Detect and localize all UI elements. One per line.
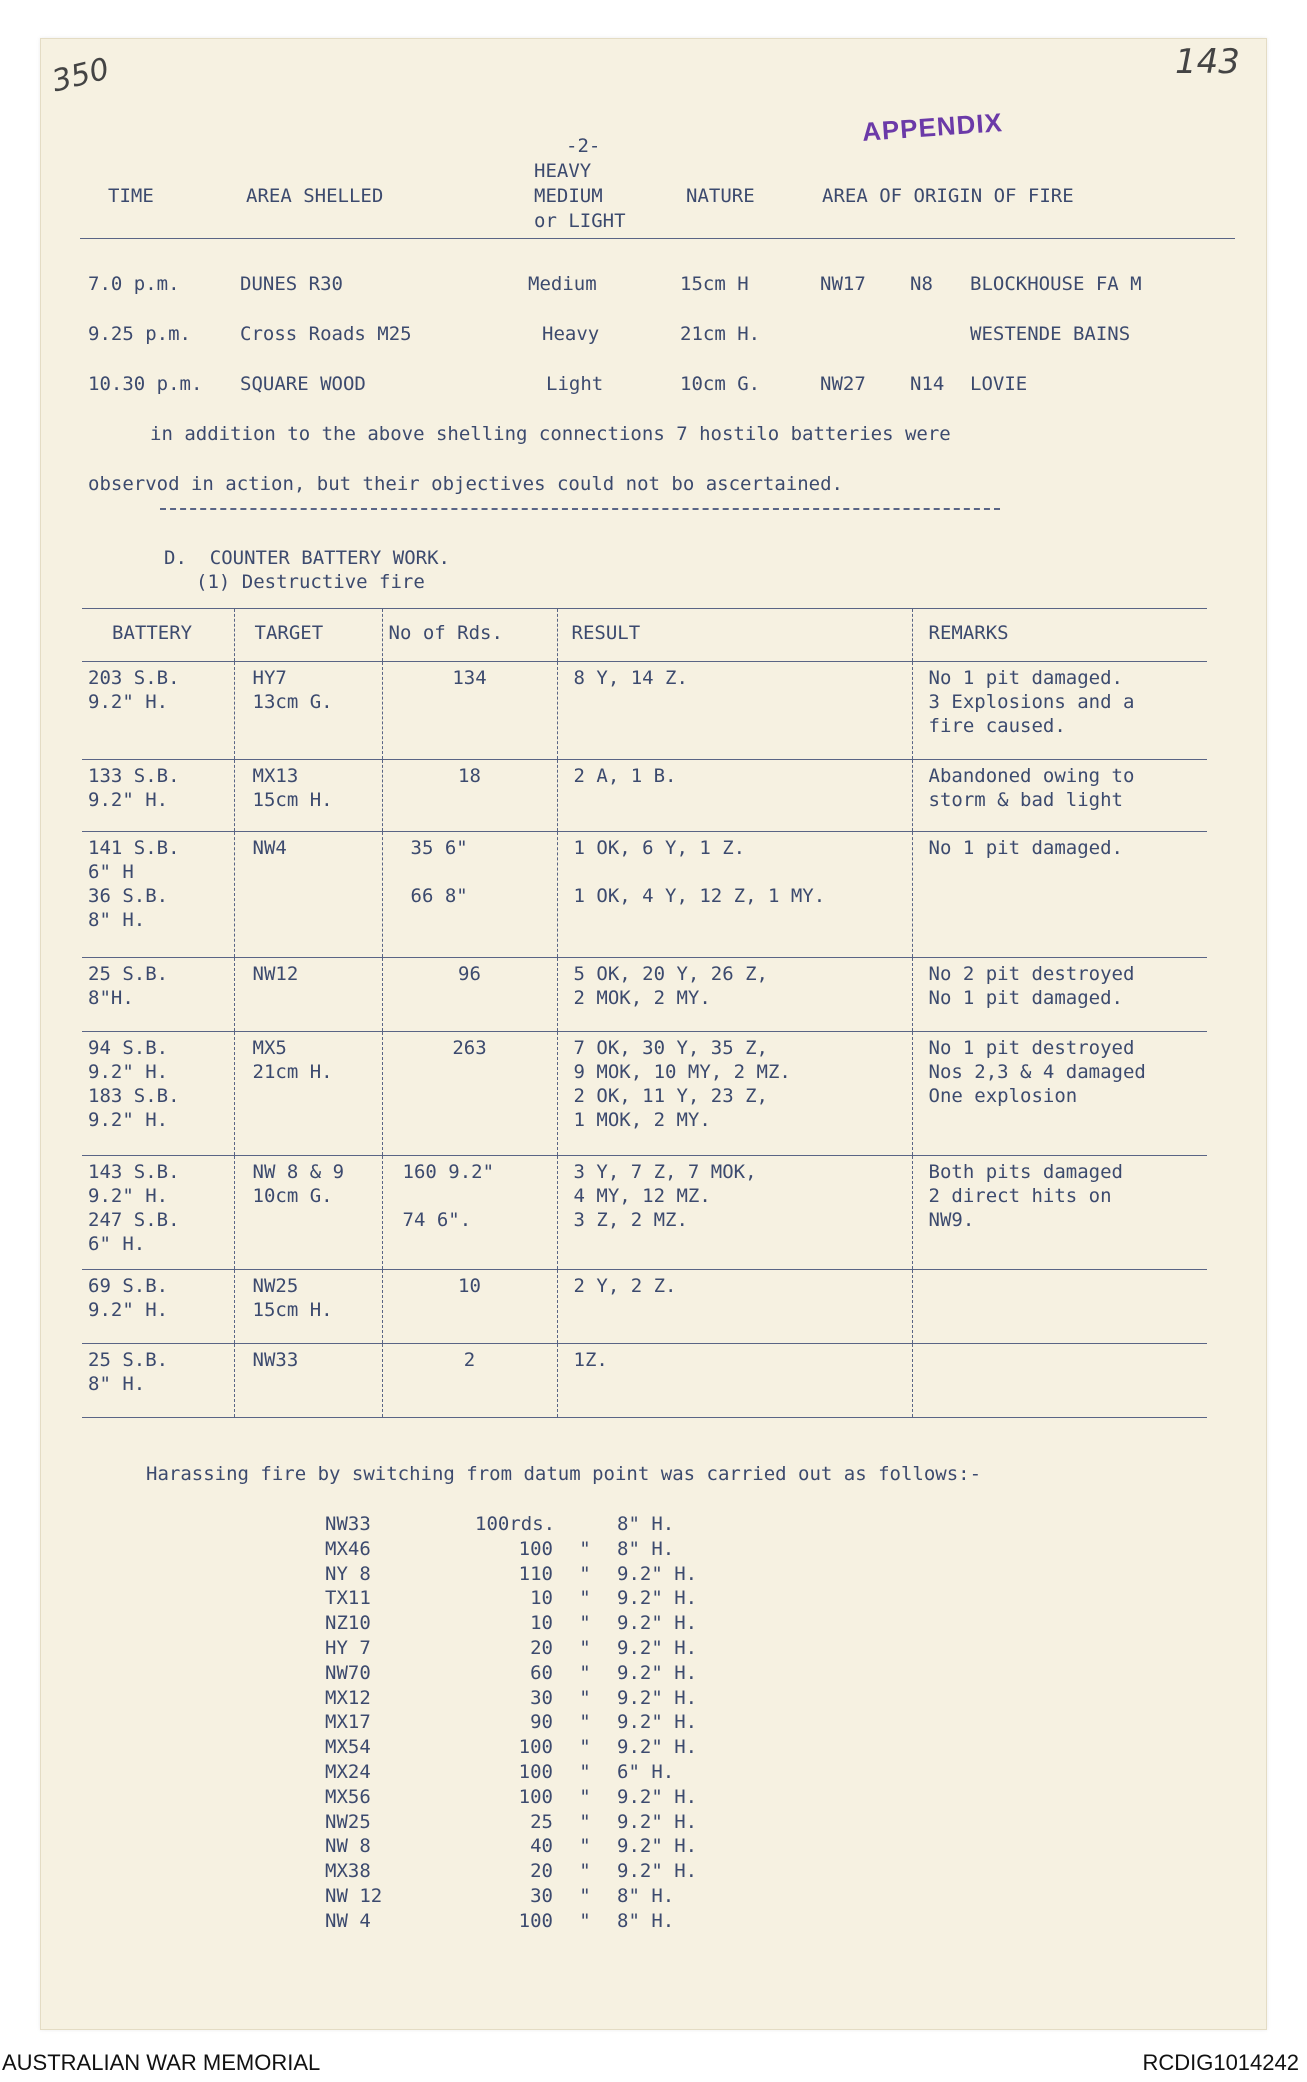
cell-rounds: 10 xyxy=(382,1270,557,1344)
row-time: 10.30 p.m. xyxy=(88,373,203,395)
cell-battery: 141 S.B. 6" H 36 S.B. 8" H. xyxy=(82,832,234,958)
cell-target: MX5 21cm H. xyxy=(234,1032,382,1156)
target: MX24 xyxy=(325,1760,371,1783)
target: NW25 xyxy=(325,1810,371,1833)
cell-remarks xyxy=(912,1344,1207,1418)
row-time: 9.25 p.m. xyxy=(88,323,191,345)
target: NW 8 xyxy=(325,1835,371,1858)
rounds: 100 xyxy=(518,1785,553,1808)
col-remarks: REMARKS xyxy=(912,609,1207,662)
cell-rounds: 263 xyxy=(382,1032,557,1156)
ditto: " xyxy=(579,1686,591,1709)
cell-battery: 25 S.B. 8" H. xyxy=(82,1344,234,1418)
cell-result: 8 Y, 14 Z. xyxy=(557,662,912,760)
cell-remarks xyxy=(912,1270,1207,1344)
counter-battery-table xyxy=(82,608,1207,1418)
list-item xyxy=(325,1710,737,1735)
cell-result: 2 A, 1 B. xyxy=(557,760,912,832)
ditto: " xyxy=(579,1661,591,1684)
list-item xyxy=(325,1537,737,1562)
rounds: 100 xyxy=(518,1537,553,1560)
list-item xyxy=(325,1512,737,1537)
harassing-intro: Harassing fire by switching from datum point was carried out as follows:- xyxy=(146,1463,982,1485)
cell-rounds: 18 xyxy=(382,760,557,832)
rounds: 30 xyxy=(530,1884,553,1907)
list-item xyxy=(325,1636,737,1661)
cell-target: HY7 13cm G. xyxy=(234,662,382,760)
header-rule xyxy=(80,238,1235,239)
col-target: TARGET xyxy=(234,609,382,662)
cell-remarks: Abandoned owing to storm & bad light xyxy=(912,760,1207,832)
ditto: " xyxy=(579,1909,591,1932)
gun: 9.2" H. xyxy=(617,1835,698,1858)
gun: 6" H. xyxy=(617,1760,675,1783)
cell-rounds: 2 xyxy=(382,1344,557,1418)
header-nature: NATURE xyxy=(686,185,755,207)
table-header-row xyxy=(82,609,1207,662)
target: TX11 xyxy=(325,1587,371,1610)
cell-battery: 25 S.B. 8"H. xyxy=(82,958,234,1032)
gun: 9.2" H. xyxy=(617,1636,698,1659)
table-row xyxy=(82,1032,1207,1156)
header-time: TIME xyxy=(108,185,154,207)
cell-remarks: Both pits damaged 2 direct hits on NW9. xyxy=(912,1156,1207,1270)
cell-battery: 69 S.B. 9.2" H. xyxy=(82,1270,234,1344)
cell-battery: 143 S.B. 9.2" H. 247 S.B. 6" H. xyxy=(82,1156,234,1270)
list-item xyxy=(325,1834,737,1859)
row-grid: NW27 xyxy=(820,373,866,395)
table-row xyxy=(82,760,1207,832)
row-weight: Medium xyxy=(528,273,597,295)
gun: 9.2" H. xyxy=(617,1562,698,1585)
cell-result: 1Z. xyxy=(557,1344,912,1418)
list-item xyxy=(325,1785,737,1810)
header-area-shelled: AREA SHELLED xyxy=(246,185,384,207)
cell-rounds: 96 xyxy=(382,958,557,1032)
row-weight: Light xyxy=(546,373,604,395)
gun: 9.2" H. xyxy=(617,1736,698,1759)
harassing-list xyxy=(325,1512,737,1934)
rounds: 20 xyxy=(530,1860,553,1883)
target: MX17 xyxy=(325,1711,371,1734)
ditto: " xyxy=(579,1785,591,1808)
rounds: 100rds. xyxy=(475,1513,556,1535)
rounds: 100 xyxy=(518,1760,553,1783)
target: NW 4 xyxy=(325,1909,371,1932)
cell-remarks: No 1 pit destroyed Nos 2,3 & 4 damaged One explosion xyxy=(912,1032,1207,1156)
paragraph-line-2: observod in action, but their objectives could not bo ascertained. xyxy=(88,473,843,495)
handwritten-folio-left: 350 xyxy=(48,51,113,100)
row-area: Cross Roads M25 xyxy=(240,323,412,345)
gun: 8" H. xyxy=(617,1884,675,1907)
list-item xyxy=(325,1586,737,1611)
cell-remarks: No 2 pit destroyed No 1 pit damaged. xyxy=(912,958,1207,1032)
ditto: " xyxy=(579,1736,591,1759)
col-rounds: No of Rds. xyxy=(382,609,557,662)
target: MX12 xyxy=(325,1686,371,1709)
header-weight-1: HEAVY xyxy=(534,160,592,182)
target: MX56 xyxy=(325,1785,371,1808)
target: MX54 xyxy=(325,1736,371,1759)
row-nature: 21cm H. xyxy=(680,323,761,345)
gun: 8" H. xyxy=(617,1513,675,1535)
cell-target: MX13 15cm H. xyxy=(234,760,382,832)
cell-remarks: No 1 pit damaged. xyxy=(912,832,1207,958)
target: NW 12 xyxy=(325,1884,383,1907)
appendix-stamp: APPENDIX xyxy=(861,107,1004,147)
ditto: " xyxy=(579,1562,591,1585)
row-area: SQUARE WOOD xyxy=(240,373,366,395)
list-item xyxy=(325,1686,737,1711)
table-row xyxy=(82,958,1207,1032)
cell-rounds: 160 9.2" 74 6". xyxy=(382,1156,557,1270)
cell-target: NW12 xyxy=(234,958,382,1032)
list-item xyxy=(325,1760,737,1785)
list-item xyxy=(325,1884,737,1909)
target: NY 8 xyxy=(325,1562,371,1585)
gun: 9.2" H. xyxy=(617,1860,698,1883)
rounds: 20 xyxy=(530,1636,553,1659)
gun: 9.2" H. xyxy=(617,1810,698,1833)
cell-target: NW 8 & 9 10cm G. xyxy=(234,1156,382,1270)
cell-target: NW4 xyxy=(234,832,382,958)
ditto: " xyxy=(579,1835,591,1858)
col-battery: BATTERY xyxy=(82,609,234,662)
list-item xyxy=(325,1562,737,1587)
gun: 8" H. xyxy=(617,1909,675,1932)
row-place: BLOCKHOUSE FA M xyxy=(970,273,1142,295)
rounds: 40 xyxy=(530,1835,553,1858)
gun: 9.2" H. xyxy=(617,1612,698,1635)
rounds: 100 xyxy=(518,1736,553,1759)
cell-target: NW25 15cm H. xyxy=(234,1270,382,1344)
cell-result: 5 OK, 20 Y, 26 Z, 2 MOK, 2 MY. xyxy=(557,958,912,1032)
ditto: " xyxy=(579,1587,591,1610)
gun: 9.2" H. xyxy=(617,1686,698,1709)
target: NW33 xyxy=(325,1513,371,1535)
cell-battery: 94 S.B. 9.2" H. 183 S.B. 9.2" H. xyxy=(82,1032,234,1156)
handwritten-folio-right: 143 xyxy=(1175,42,1240,82)
row-grid: NW17 xyxy=(820,273,866,295)
target: MX38 xyxy=(325,1860,371,1883)
cell-battery: 203 S.B. 9.2" H. xyxy=(82,662,234,760)
list-item xyxy=(325,1661,737,1686)
rounds: 10 xyxy=(530,1612,553,1635)
gun: 9.2" H. xyxy=(617,1711,698,1734)
row-place: LOVIE xyxy=(970,373,1028,395)
rounds: 100 xyxy=(518,1909,553,1932)
cell-battery: 133 S.B. 9.2" H. xyxy=(82,760,234,832)
table-row xyxy=(82,662,1207,760)
gun: 9.2" H. xyxy=(617,1785,698,1808)
rounds: 10 xyxy=(530,1587,553,1610)
paragraph-line-1: in addition to the above shelling connections 7 hostilo batteries were xyxy=(150,423,951,445)
rounds: 30 xyxy=(530,1686,553,1709)
table-row xyxy=(82,1344,1207,1418)
list-item xyxy=(325,1611,737,1636)
row-area: DUNES R30 xyxy=(240,273,343,295)
header-weight-2: MEDIUM xyxy=(534,185,603,207)
ditto: " xyxy=(579,1860,591,1883)
cell-result: 3 Y, 7 Z, 7 MOK, 4 MY, 12 MZ. 3 Z, 2 MZ. xyxy=(557,1156,912,1270)
row-nature: 15cm H xyxy=(680,273,749,295)
ditto: " xyxy=(579,1884,591,1907)
cell-rounds: 35 6" 66 8" xyxy=(382,832,557,958)
row-square: N14 xyxy=(910,373,945,395)
table-row xyxy=(82,832,1207,958)
cell-rounds: 134 xyxy=(382,662,557,760)
ditto: " xyxy=(579,1636,591,1659)
col-result: RESULT xyxy=(557,609,912,662)
table-row xyxy=(82,1156,1207,1270)
cell-result: 2 Y, 2 Z. xyxy=(557,1270,912,1344)
footer-archive-name: AUSTRALIAN WAR MEMORIAL xyxy=(2,2050,321,2075)
page-number: -2- xyxy=(566,135,601,157)
list-item xyxy=(325,1859,737,1884)
header-weight-3: or LIGHT xyxy=(534,210,626,232)
cell-result: 7 OK, 30 Y, 35 Z, 9 MOK, 10 MY, 2 MZ. 2 OK, 11 Y, 23 Z, 1 MOK, 2 MY. xyxy=(557,1032,912,1156)
list-item xyxy=(325,1810,737,1835)
target: MX46 xyxy=(325,1537,371,1560)
header-origin: AREA OF ORIGIN OF FIRE xyxy=(822,185,1074,207)
row-nature: 10cm G. xyxy=(680,373,761,395)
target: NZ10 xyxy=(325,1612,371,1635)
row-time: 7.0 p.m. xyxy=(88,273,180,295)
rounds: 60 xyxy=(530,1661,553,1684)
rounds: 90 xyxy=(530,1711,553,1734)
row-place: WESTENDE BAINS xyxy=(970,323,1131,345)
ditto: " xyxy=(579,1612,591,1635)
list-item xyxy=(325,1909,737,1934)
list-item xyxy=(325,1735,737,1760)
section-subtitle: (1) Destructive fire xyxy=(196,571,425,593)
cell-remarks: No 1 pit damaged. 3 Explosions and a fire caused. xyxy=(912,662,1207,760)
row-weight: Heavy xyxy=(542,323,600,345)
section-title: D. COUNTER BATTERY WORK. xyxy=(164,547,450,569)
target: HY 7 xyxy=(325,1636,371,1659)
rounds: 110 xyxy=(518,1562,553,1585)
rounds: 25 xyxy=(530,1810,553,1833)
ditto: " xyxy=(579,1711,591,1734)
row-square: N8 xyxy=(910,273,933,295)
ditto: " xyxy=(579,1537,591,1560)
gun: 9.2" H. xyxy=(617,1587,698,1610)
cell-result: 1 OK, 6 Y, 1 Z. 1 OK, 4 Y, 12 Z, 1 MY. xyxy=(557,832,912,958)
cell-target: NW33 xyxy=(234,1344,382,1418)
target: NW70 xyxy=(325,1661,371,1684)
section-divider xyxy=(160,508,1000,510)
footer-record-id: RCDIG1014242 xyxy=(1142,2050,1299,2075)
ditto: " xyxy=(579,1760,591,1783)
gun: 8" H. xyxy=(617,1537,675,1560)
ditto: " xyxy=(579,1810,591,1833)
gun: 9.2" H. xyxy=(617,1661,698,1684)
table-row xyxy=(82,1270,1207,1344)
